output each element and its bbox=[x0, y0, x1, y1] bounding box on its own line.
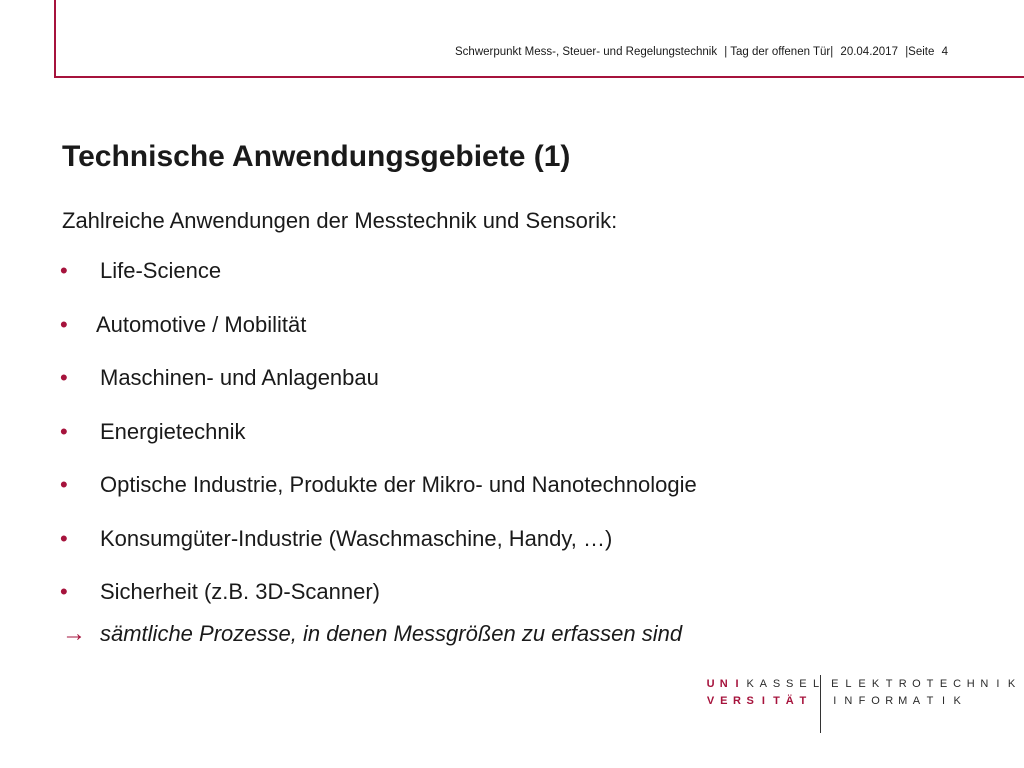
logo-letter: A bbox=[912, 694, 921, 707]
frame-horizontal-line bbox=[54, 76, 1024, 78]
university-logo bbox=[704, 675, 1016, 735]
logo-letter: T bbox=[799, 694, 807, 707]
logo-dept-1 bbox=[828, 675, 1018, 692]
logo-letter: I bbox=[833, 694, 837, 707]
logo-letter: I bbox=[942, 694, 946, 707]
slide-title: Technische Anwendungsgebiete (1) bbox=[62, 140, 571, 173]
logo-letter: O bbox=[912, 677, 921, 690]
header-page-label: |Seite bbox=[905, 46, 935, 58]
logo-letter: V bbox=[706, 694, 715, 707]
logo-letter: M bbox=[898, 694, 908, 707]
logo-university-name bbox=[704, 675, 823, 709]
logo-letter: N bbox=[844, 694, 853, 707]
logo-letter: S bbox=[746, 694, 754, 707]
logo-letter: F bbox=[858, 694, 866, 707]
logo-letter: U bbox=[706, 677, 715, 690]
slide-header bbox=[455, 46, 975, 58]
logo-letter: S bbox=[786, 677, 794, 690]
logo-letter: E bbox=[831, 677, 839, 690]
logo-dept-2 bbox=[828, 692, 1018, 709]
logo-letter: E bbox=[799, 677, 807, 690]
logo-letter: R bbox=[732, 694, 741, 707]
logo-letter: T bbox=[926, 694, 934, 707]
logo-letter: R bbox=[885, 694, 894, 707]
logo-letter: E bbox=[720, 694, 728, 707]
logo-letter: T bbox=[885, 677, 893, 690]
logo-letter: N bbox=[980, 677, 989, 690]
bullet-icon: • bbox=[60, 525, 68, 551]
bullet-icon: • bbox=[60, 258, 68, 283]
bullet-text: Optische Industrie, Produkte der Mikro- und Nanotechnologie bbox=[100, 472, 697, 497]
logo-letter: T bbox=[926, 677, 934, 690]
logo-letter: I bbox=[735, 677, 739, 690]
bullet-text: Sicherheit (z.B. 3D-Scanner) bbox=[100, 579, 380, 604]
bullet-icon: • bbox=[60, 365, 68, 390]
logo-letter: E bbox=[858, 677, 866, 690]
intro-text: Zahlreiche Anwendungen der Messtechnik und Sensorik: bbox=[62, 208, 618, 233]
logo-letter: O bbox=[871, 694, 880, 707]
logo-letter: L bbox=[813, 677, 820, 690]
logo-letter: Ä bbox=[785, 694, 794, 707]
logo-divider bbox=[820, 675, 821, 733]
logo-letter: E bbox=[939, 677, 948, 690]
logo-row-1 bbox=[704, 675, 823, 692]
logo-letter: K bbox=[1007, 677, 1016, 690]
bullet-text: Automotive / Mobilität bbox=[96, 311, 307, 337]
bullet-text: Life-Science bbox=[100, 258, 222, 283]
arrow-right-icon: → bbox=[62, 620, 86, 647]
header-page-number: 4 bbox=[941, 46, 948, 58]
logo-letter: N bbox=[719, 677, 728, 690]
logo-letter: S bbox=[772, 677, 781, 690]
bullet-icon: • bbox=[60, 311, 68, 337]
logo-letter: I bbox=[761, 694, 765, 707]
conclusion bbox=[62, 620, 682, 648]
bullet-text: Maschinen- und Anlagenbau bbox=[100, 365, 379, 390]
logo-letter: L bbox=[845, 677, 852, 690]
bullet-text: Energietechnik bbox=[100, 418, 246, 444]
bullet-text: Konsumgüter-Industrie (Waschmaschine, Handy, …) bbox=[100, 525, 613, 551]
logo-letter: K bbox=[746, 677, 754, 690]
logo-letter: I bbox=[996, 677, 1000, 690]
conclusion-text: sämtliche Prozesse, in denen Messgrößen zu erfassen sind bbox=[100, 621, 683, 646]
frame-vertical-line bbox=[54, 0, 56, 78]
bullet-icon: • bbox=[60, 418, 68, 444]
logo-letter: C bbox=[953, 677, 962, 690]
logo-department bbox=[828, 675, 1018, 709]
logo-letter: K bbox=[871, 677, 880, 690]
bullet-icon: • bbox=[60, 472, 68, 497]
logo-letter: K bbox=[953, 694, 961, 707]
bullet-icon: • bbox=[60, 579, 68, 604]
logo-letter: H bbox=[966, 677, 975, 690]
logo-letter: R bbox=[898, 677, 907, 690]
logo-letter: T bbox=[773, 694, 780, 707]
header-event: | Tag der offenen Tür| bbox=[724, 46, 834, 58]
header-date: 20.04.2017 bbox=[840, 46, 898, 58]
logo-row-2 bbox=[704, 692, 823, 709]
header-topic: Schwerpunkt Mess-, Steuer- und Regelungstechnik bbox=[455, 46, 718, 58]
logo-letter: A bbox=[759, 677, 768, 690]
